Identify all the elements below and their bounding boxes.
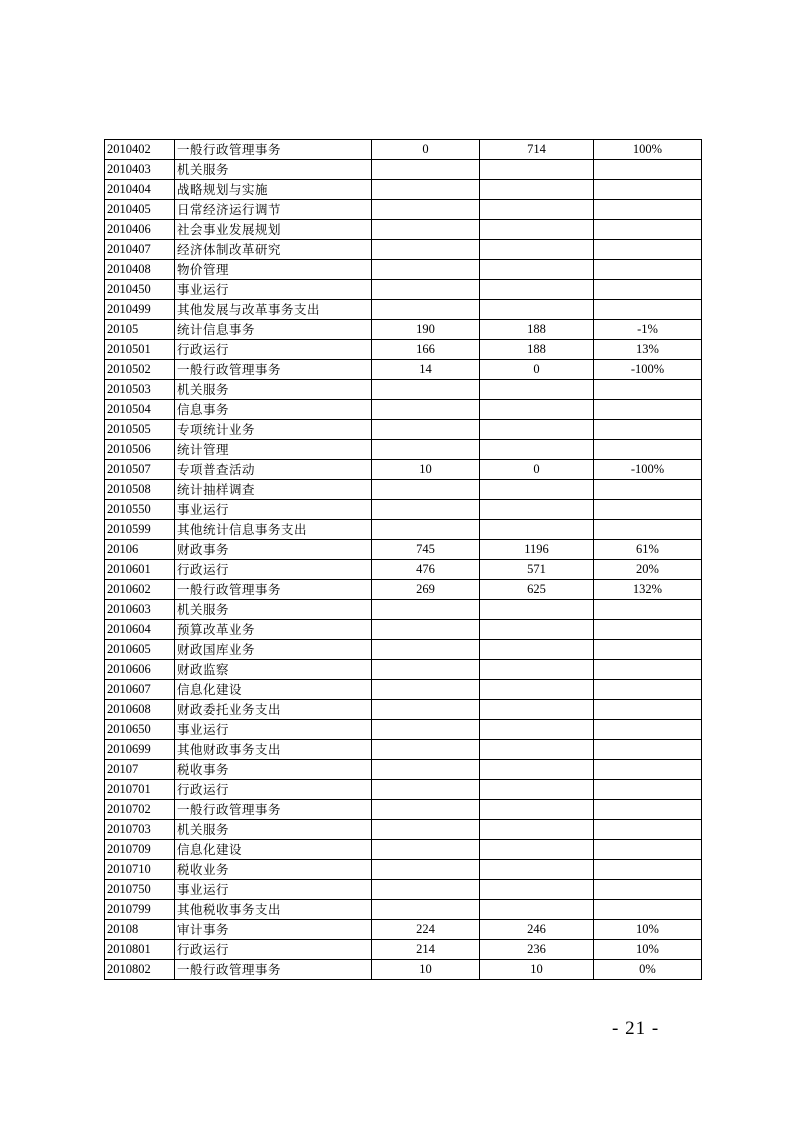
name-cell: 统计抽样调查: [175, 480, 372, 500]
code-cell: 2010406: [105, 220, 175, 240]
name-cell: 事业运行: [175, 720, 372, 740]
name-cell: 税收业务: [175, 860, 372, 880]
name-cell: 经济体制改革研究: [175, 240, 372, 260]
value-cell-2: 625: [480, 580, 594, 600]
code-cell: 2010407: [105, 240, 175, 260]
change-percent-cell: -100%: [594, 460, 702, 480]
code-cell: 2010750: [105, 880, 175, 900]
table-row: [105, 140, 702, 160]
value-cell-1: [372, 520, 480, 540]
value-cell-2: [480, 740, 594, 760]
value-cell-2: [480, 420, 594, 440]
value-cell-1: 269: [372, 580, 480, 600]
name-cell: 行政运行: [175, 560, 372, 580]
table-row: [105, 640, 702, 660]
value-cell-1: [372, 760, 480, 780]
value-cell-1: 10: [372, 460, 480, 480]
value-cell-1: [372, 740, 480, 760]
value-cell-1: [372, 200, 480, 220]
value-cell-2: 1196: [480, 540, 594, 560]
table-row: [105, 320, 702, 340]
code-cell: 2010799: [105, 900, 175, 920]
value-cell-2: 188: [480, 340, 594, 360]
table-row: [105, 900, 702, 920]
value-cell-1: [372, 180, 480, 200]
name-cell: 税收事务: [175, 760, 372, 780]
name-cell: 其他税收事务支出: [175, 900, 372, 920]
value-cell-1: [372, 400, 480, 420]
code-cell: 2010703: [105, 820, 175, 840]
table-row: [105, 840, 702, 860]
code-cell: 2010709: [105, 840, 175, 860]
name-cell: 信息化建设: [175, 680, 372, 700]
code-cell: 2010504: [105, 400, 175, 420]
change-percent-cell: 100%: [594, 140, 702, 160]
value-cell-2: 714: [480, 140, 594, 160]
change-percent-cell: [594, 800, 702, 820]
code-cell: 2010601: [105, 560, 175, 580]
code-cell: 2010501: [105, 340, 175, 360]
value-cell-2: [480, 160, 594, 180]
table-row: [105, 260, 702, 280]
value-cell-2: [480, 800, 594, 820]
change-percent-cell: [594, 180, 702, 200]
change-percent-cell: 10%: [594, 920, 702, 940]
code-cell: 2010802: [105, 960, 175, 980]
value-cell-2: [480, 380, 594, 400]
value-cell-2: [480, 240, 594, 260]
value-cell-1: 745: [372, 540, 480, 560]
value-cell-1: 14: [372, 360, 480, 380]
name-cell: 机关服务: [175, 160, 372, 180]
change-percent-cell: [594, 760, 702, 780]
change-percent-cell: 0%: [594, 960, 702, 980]
change-percent-cell: [594, 500, 702, 520]
value-cell-2: [480, 880, 594, 900]
name-cell: 社会事业发展规划: [175, 220, 372, 240]
code-cell: 2010408: [105, 260, 175, 280]
code-cell: 2010599: [105, 520, 175, 540]
name-cell: 财政国库业务: [175, 640, 372, 660]
value-cell-1: [372, 720, 480, 740]
value-cell-2: [480, 480, 594, 500]
value-cell-1: [372, 700, 480, 720]
value-cell-1: [372, 160, 480, 180]
table-row: [105, 500, 702, 520]
value-cell-2: [480, 660, 594, 680]
name-cell: 统计管理: [175, 440, 372, 460]
name-cell: 机关服务: [175, 600, 372, 620]
code-cell: 2010699: [105, 740, 175, 760]
table-row: [105, 540, 702, 560]
table-row: [105, 480, 702, 500]
value-cell-1: 10: [372, 960, 480, 980]
table-row: [105, 200, 702, 220]
value-cell-2: 0: [480, 460, 594, 480]
value-cell-2: [480, 780, 594, 800]
table-row: [105, 380, 702, 400]
name-cell: 其他统计信息事务支出: [175, 520, 372, 540]
table-row: [105, 680, 702, 700]
change-percent-cell: 132%: [594, 580, 702, 600]
table-row: [105, 400, 702, 420]
name-cell: 财政监察: [175, 660, 372, 680]
value-cell-1: [372, 660, 480, 680]
value-cell-1: [372, 800, 480, 820]
table-row: [105, 620, 702, 640]
value-cell-2: [480, 680, 594, 700]
code-cell: 20106: [105, 540, 175, 560]
value-cell-1: [372, 480, 480, 500]
value-cell-2: [480, 700, 594, 720]
name-cell: 日常经济运行调节: [175, 200, 372, 220]
change-percent-cell: [594, 820, 702, 840]
name-cell: 一般行政管理事务: [175, 360, 372, 380]
value-cell-1: [372, 880, 480, 900]
value-cell-1: 224: [372, 920, 480, 940]
value-cell-1: [372, 500, 480, 520]
change-percent-cell: [594, 240, 702, 260]
value-cell-2: [480, 500, 594, 520]
code-cell: 2010450: [105, 280, 175, 300]
name-cell: 机关服务: [175, 820, 372, 840]
change-percent-cell: [594, 260, 702, 280]
code-cell: 2010605: [105, 640, 175, 660]
table-row: [105, 440, 702, 460]
code-cell: 2010506: [105, 440, 175, 460]
value-cell-2: 571: [480, 560, 594, 580]
code-cell: 2010502: [105, 360, 175, 380]
value-cell-2: [480, 400, 594, 420]
name-cell: 事业运行: [175, 880, 372, 900]
code-cell: 2010602: [105, 580, 175, 600]
value-cell-1: 166: [372, 340, 480, 360]
change-percent-cell: [594, 720, 702, 740]
name-cell: 专项统计业务: [175, 420, 372, 440]
table-row: [105, 780, 702, 800]
change-percent-cell: [594, 480, 702, 500]
change-percent-cell: [594, 780, 702, 800]
table-row: [105, 720, 702, 740]
change-percent-cell: -1%: [594, 320, 702, 340]
code-cell: 2010503: [105, 380, 175, 400]
table-row: [105, 860, 702, 880]
code-cell: 20105: [105, 320, 175, 340]
name-cell: 行政运行: [175, 780, 372, 800]
value-cell-1: 214: [372, 940, 480, 960]
value-cell-2: 236: [480, 940, 594, 960]
change-percent-cell: [594, 740, 702, 760]
code-cell: 2010604: [105, 620, 175, 640]
name-cell: 财政委托业务支出: [175, 700, 372, 720]
value-cell-1: [372, 900, 480, 920]
change-percent-cell: [594, 300, 702, 320]
value-cell-1: [372, 280, 480, 300]
page-number: - 21 -: [612, 1018, 660, 1039]
name-cell: 事业运行: [175, 500, 372, 520]
name-cell: 统计信息事务: [175, 320, 372, 340]
name-cell: 行政运行: [175, 940, 372, 960]
value-cell-2: [480, 280, 594, 300]
table-row: [105, 220, 702, 240]
change-percent-cell: -100%: [594, 360, 702, 380]
code-cell: 2010403: [105, 160, 175, 180]
table-row: [105, 340, 702, 360]
change-percent-cell: [594, 640, 702, 660]
change-percent-cell: [594, 420, 702, 440]
value-cell-2: [480, 620, 594, 640]
change-percent-cell: [594, 400, 702, 420]
value-cell-1: [372, 640, 480, 660]
value-cell-1: [372, 220, 480, 240]
change-percent-cell: [594, 840, 702, 860]
change-percent-cell: [594, 160, 702, 180]
name-cell: 一般行政管理事务: [175, 140, 372, 160]
change-percent-cell: [594, 220, 702, 240]
code-cell: 2010606: [105, 660, 175, 680]
name-cell: 审计事务: [175, 920, 372, 940]
table-row: [105, 520, 702, 540]
value-cell-1: [372, 620, 480, 640]
name-cell: 专项普查活动: [175, 460, 372, 480]
code-cell: 2010710: [105, 860, 175, 880]
name-cell: 其他财政事务支出: [175, 740, 372, 760]
code-cell: 2010607: [105, 680, 175, 700]
table-row: [105, 960, 702, 980]
code-cell: 2010608: [105, 700, 175, 720]
value-cell-2: [480, 900, 594, 920]
name-cell: 财政事务: [175, 540, 372, 560]
name-cell: 一般行政管理事务: [175, 580, 372, 600]
change-percent-cell: [594, 280, 702, 300]
name-cell: 信息事务: [175, 400, 372, 420]
code-cell: 2010702: [105, 800, 175, 820]
name-cell: 事业运行: [175, 280, 372, 300]
budget-table-body: [105, 140, 702, 980]
code-cell: 2010650: [105, 720, 175, 740]
table-row: [105, 700, 702, 720]
value-cell-2: 10: [480, 960, 594, 980]
code-cell: 2010508: [105, 480, 175, 500]
value-cell-1: [372, 240, 480, 260]
value-cell-1: [372, 680, 480, 700]
change-percent-cell: 13%: [594, 340, 702, 360]
table-row: [105, 760, 702, 780]
table-row: [105, 600, 702, 620]
value-cell-2: 188: [480, 320, 594, 340]
value-cell-2: [480, 180, 594, 200]
table-row: [105, 160, 702, 180]
code-cell: 2010801: [105, 940, 175, 960]
table-row: [105, 880, 702, 900]
value-cell-2: [480, 640, 594, 660]
value-cell-1: [372, 420, 480, 440]
value-cell-1: [372, 820, 480, 840]
value-cell-1: [372, 860, 480, 880]
change-percent-cell: [594, 600, 702, 620]
value-cell-1: 190: [372, 320, 480, 340]
name-cell: 其他发展与改革事务支出: [175, 300, 372, 320]
change-percent-cell: [594, 680, 702, 700]
table-row: [105, 580, 702, 600]
change-percent-cell: [594, 700, 702, 720]
value-cell-1: 476: [372, 560, 480, 580]
table-row: [105, 420, 702, 440]
code-cell: 20107: [105, 760, 175, 780]
table-row: [105, 660, 702, 680]
change-percent-cell: 20%: [594, 560, 702, 580]
table-row: [105, 240, 702, 260]
value-cell-2: [480, 820, 594, 840]
value-cell-1: [372, 840, 480, 860]
value-cell-2: [480, 860, 594, 880]
code-cell: 2010404: [105, 180, 175, 200]
value-cell-1: [372, 260, 480, 280]
value-cell-2: 246: [480, 920, 594, 940]
code-cell: 2010603: [105, 600, 175, 620]
table-row: [105, 800, 702, 820]
code-cell: 2010550: [105, 500, 175, 520]
name-cell: 一般行政管理事务: [175, 800, 372, 820]
change-percent-cell: [594, 520, 702, 540]
value-cell-1: [372, 440, 480, 460]
name-cell: 机关服务: [175, 380, 372, 400]
table-row: [105, 360, 702, 380]
code-cell: 20108: [105, 920, 175, 940]
code-cell: 2010701: [105, 780, 175, 800]
change-percent-cell: [594, 880, 702, 900]
value-cell-2: [480, 520, 594, 540]
table-row: [105, 300, 702, 320]
value-cell-1: [372, 600, 480, 620]
code-cell: 2010499: [105, 300, 175, 320]
value-cell-2: [480, 260, 594, 280]
name-cell: 信息化建设: [175, 840, 372, 860]
change-percent-cell: 61%: [594, 540, 702, 560]
table-row: [105, 180, 702, 200]
code-cell: 2010505: [105, 420, 175, 440]
value-cell-2: [480, 760, 594, 780]
budget-table: [104, 139, 702, 980]
change-percent-cell: [594, 660, 702, 680]
value-cell-1: 0: [372, 140, 480, 160]
value-cell-2: [480, 220, 594, 240]
value-cell-2: [480, 720, 594, 740]
table-row: [105, 740, 702, 760]
change-percent-cell: [594, 900, 702, 920]
value-cell-2: [480, 600, 594, 620]
table-row: [105, 820, 702, 840]
name-cell: 战略规划与实施: [175, 180, 372, 200]
value-cell-2: 0: [480, 360, 594, 380]
change-percent-cell: [594, 860, 702, 880]
value-cell-2: [480, 440, 594, 460]
value-cell-2: [480, 200, 594, 220]
value-cell-2: [480, 840, 594, 860]
value-cell-1: [372, 780, 480, 800]
name-cell: 物价管理: [175, 260, 372, 280]
change-percent-cell: [594, 440, 702, 460]
table-row: [105, 280, 702, 300]
table-row: [105, 460, 702, 480]
change-percent-cell: [594, 380, 702, 400]
code-cell: 2010507: [105, 460, 175, 480]
table-row: [105, 920, 702, 940]
table-row: [105, 940, 702, 960]
change-percent-cell: [594, 200, 702, 220]
name-cell: 预算改革业务: [175, 620, 372, 640]
code-cell: 2010402: [105, 140, 175, 160]
change-percent-cell: 10%: [594, 940, 702, 960]
code-cell: 2010405: [105, 200, 175, 220]
value-cell-1: [372, 380, 480, 400]
name-cell: 一般行政管理事务: [175, 960, 372, 980]
name-cell: 行政运行: [175, 340, 372, 360]
table-row: [105, 560, 702, 580]
value-cell-1: [372, 300, 480, 320]
change-percent-cell: [594, 620, 702, 640]
value-cell-2: [480, 300, 594, 320]
